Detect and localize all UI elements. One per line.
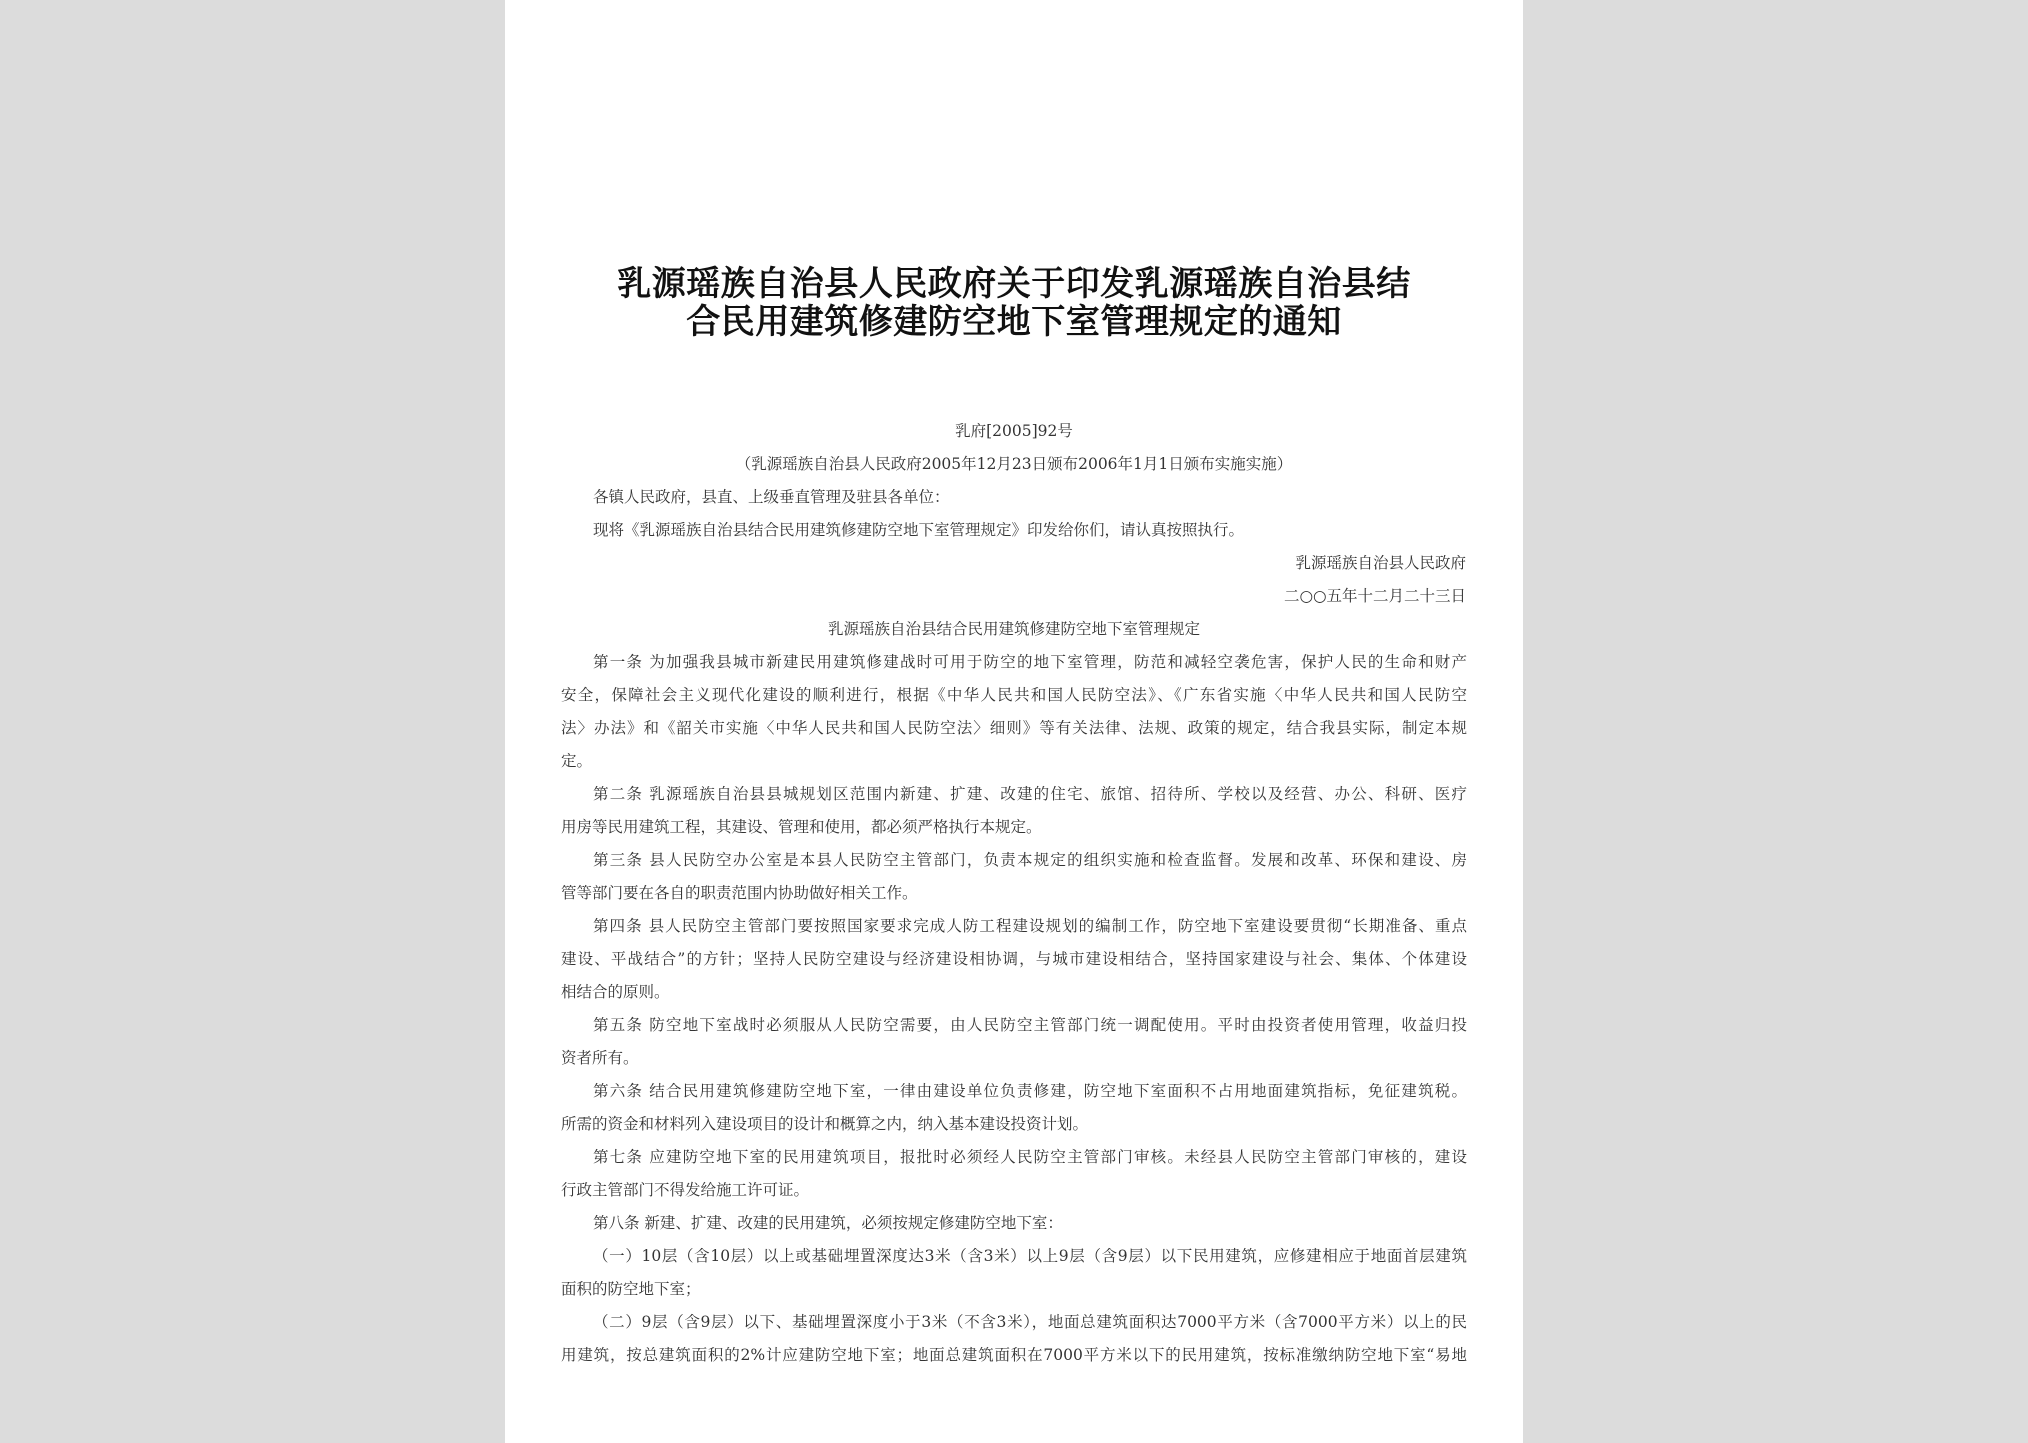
text-line: 第四条 县人民防空主管部门要按照国家要求完成人防工程建设规划的编制工作，防空地下室建设要贯彻“长期准备、重点: [593, 917, 1467, 935]
text-line: 资者所有。: [561, 1049, 639, 1067]
text-line: 定。: [561, 752, 593, 770]
document-page: [505, 0, 1523, 1443]
text-line: （二）9层（含9层）以下、基础埋置深度小于3米（不含3米），地面总建筑面积达7000平方米（含7000平方米）以上的民: [593, 1313, 1467, 1331]
text-line: 面积的防空地下室；: [561, 1280, 701, 1298]
text-line: 第三条 县人民防空办公室是本县人民防空主管部门，负责本规定的组织实施和检查监督。发展和改革、环保和建设、房: [593, 851, 1467, 869]
text-line: 行政主管部门不得发给施工许可证。: [561, 1181, 810, 1199]
document-number: 乳府[2005]92号: [955, 422, 1073, 440]
text-line: 第六条 结合民用建筑修建防空地下室，一律由建设单位负责修建，防空地下室面积不占用地面建筑指标，免征建筑税。: [593, 1082, 1467, 1100]
text-line: 第七条 应建防空地下室的民用建筑项目，报批时必须经人民防空主管部门审核。未经县人民防空主管部门审核的，建设: [593, 1148, 1467, 1166]
text-line: 法〉办法》和《韶关市实施〈中华人民共和国人民防空法〉细则》等有关法律、法规、政策的规定，结合我县实际，制定本规: [561, 719, 1467, 737]
document-title-line-2: 合民用建筑修建防空地下室管理规定的通知: [686, 302, 1342, 342]
text-line: （一）10层（含10层）以上或基础埋置深度达3米（含3米）以上9层（含9层）以下民用建筑，应修建相应于地面首层建筑: [593, 1247, 1467, 1265]
addressee: 各镇人民政府，县直、上级垂直管理及驻县各单位：: [593, 488, 950, 506]
text-line: 用建筑，按总建筑面积的2%计应建防空地下室；地面总建筑面积在7000平方米以下的民用建筑，按标准缴纳防空地下室“易地: [561, 1346, 1467, 1364]
text-line: 第一条 为加强我县城市新建民用建筑修建战时可用于防空的地下室管理，防范和减轻空袭危害，保护人民的生命和财产: [593, 653, 1467, 671]
intro-paragraph: 现将《乳源瑶族自治县结合民用建筑修建防空地下室管理规定》印发给你们，请认真按照执行。: [593, 521, 1245, 539]
issuer-signature: 乳源瑶族自治县人民政府: [1295, 554, 1466, 572]
text-line: 相结合的原则。: [561, 983, 670, 1001]
regulation-title: 乳源瑶族自治县结合民用建筑修建防空地下室管理规定: [827, 620, 1200, 638]
text-line: 建设、平战结合”的方针；坚持人民防空建设与经济建设相协调，与城市建设相结合，坚持国家建设与社会、集体、个体建设: [561, 950, 1467, 968]
text-line: 第八条 新建、扩建、改建的民用建筑，必须按规定修建防空地下室：: [593, 1214, 1063, 1232]
text-line: 安全，保障社会主义现代化建设的顺利进行，根据《中华人民共和国人民防空法》、《广东省实施〈中华人民共和国人民防空: [561, 686, 1467, 704]
document-title-line-1: 乳源瑶族自治县人民政府关于印发乳源瑶族自治县结: [617, 264, 1411, 304]
text-line: 第五条 防空地下室战时必须服从人民防空需要，由人民防空主管部门统一调配使用。平时由投资者使用管理，收益归投: [593, 1016, 1467, 1034]
issue-date: 二○○五年十二月二十三日: [1283, 587, 1466, 605]
text-line: 用房等民用建筑工程，其建设、管理和使用，都必须严格执行本规定。: [561, 818, 1042, 836]
issuance-note: （乳源瑶族自治县人民政府2005年12月23日颁布2006年1月1日颁布实施实施）: [735, 455, 1293, 473]
text-line: 所需的资金和材料列入建设项目的设计和概算之内，纳入基本建设投资计划。: [561, 1115, 1089, 1133]
text-line: 管等部门要在各自的职责范围内协助做好相关工作。: [561, 884, 918, 902]
text-line: 第二条 乳源瑶族自治县县城规划区范围内新建、扩建、改建的住宅、旅馆、招待所、学校以及经营、办公、科研、医疗: [593, 785, 1467, 803]
